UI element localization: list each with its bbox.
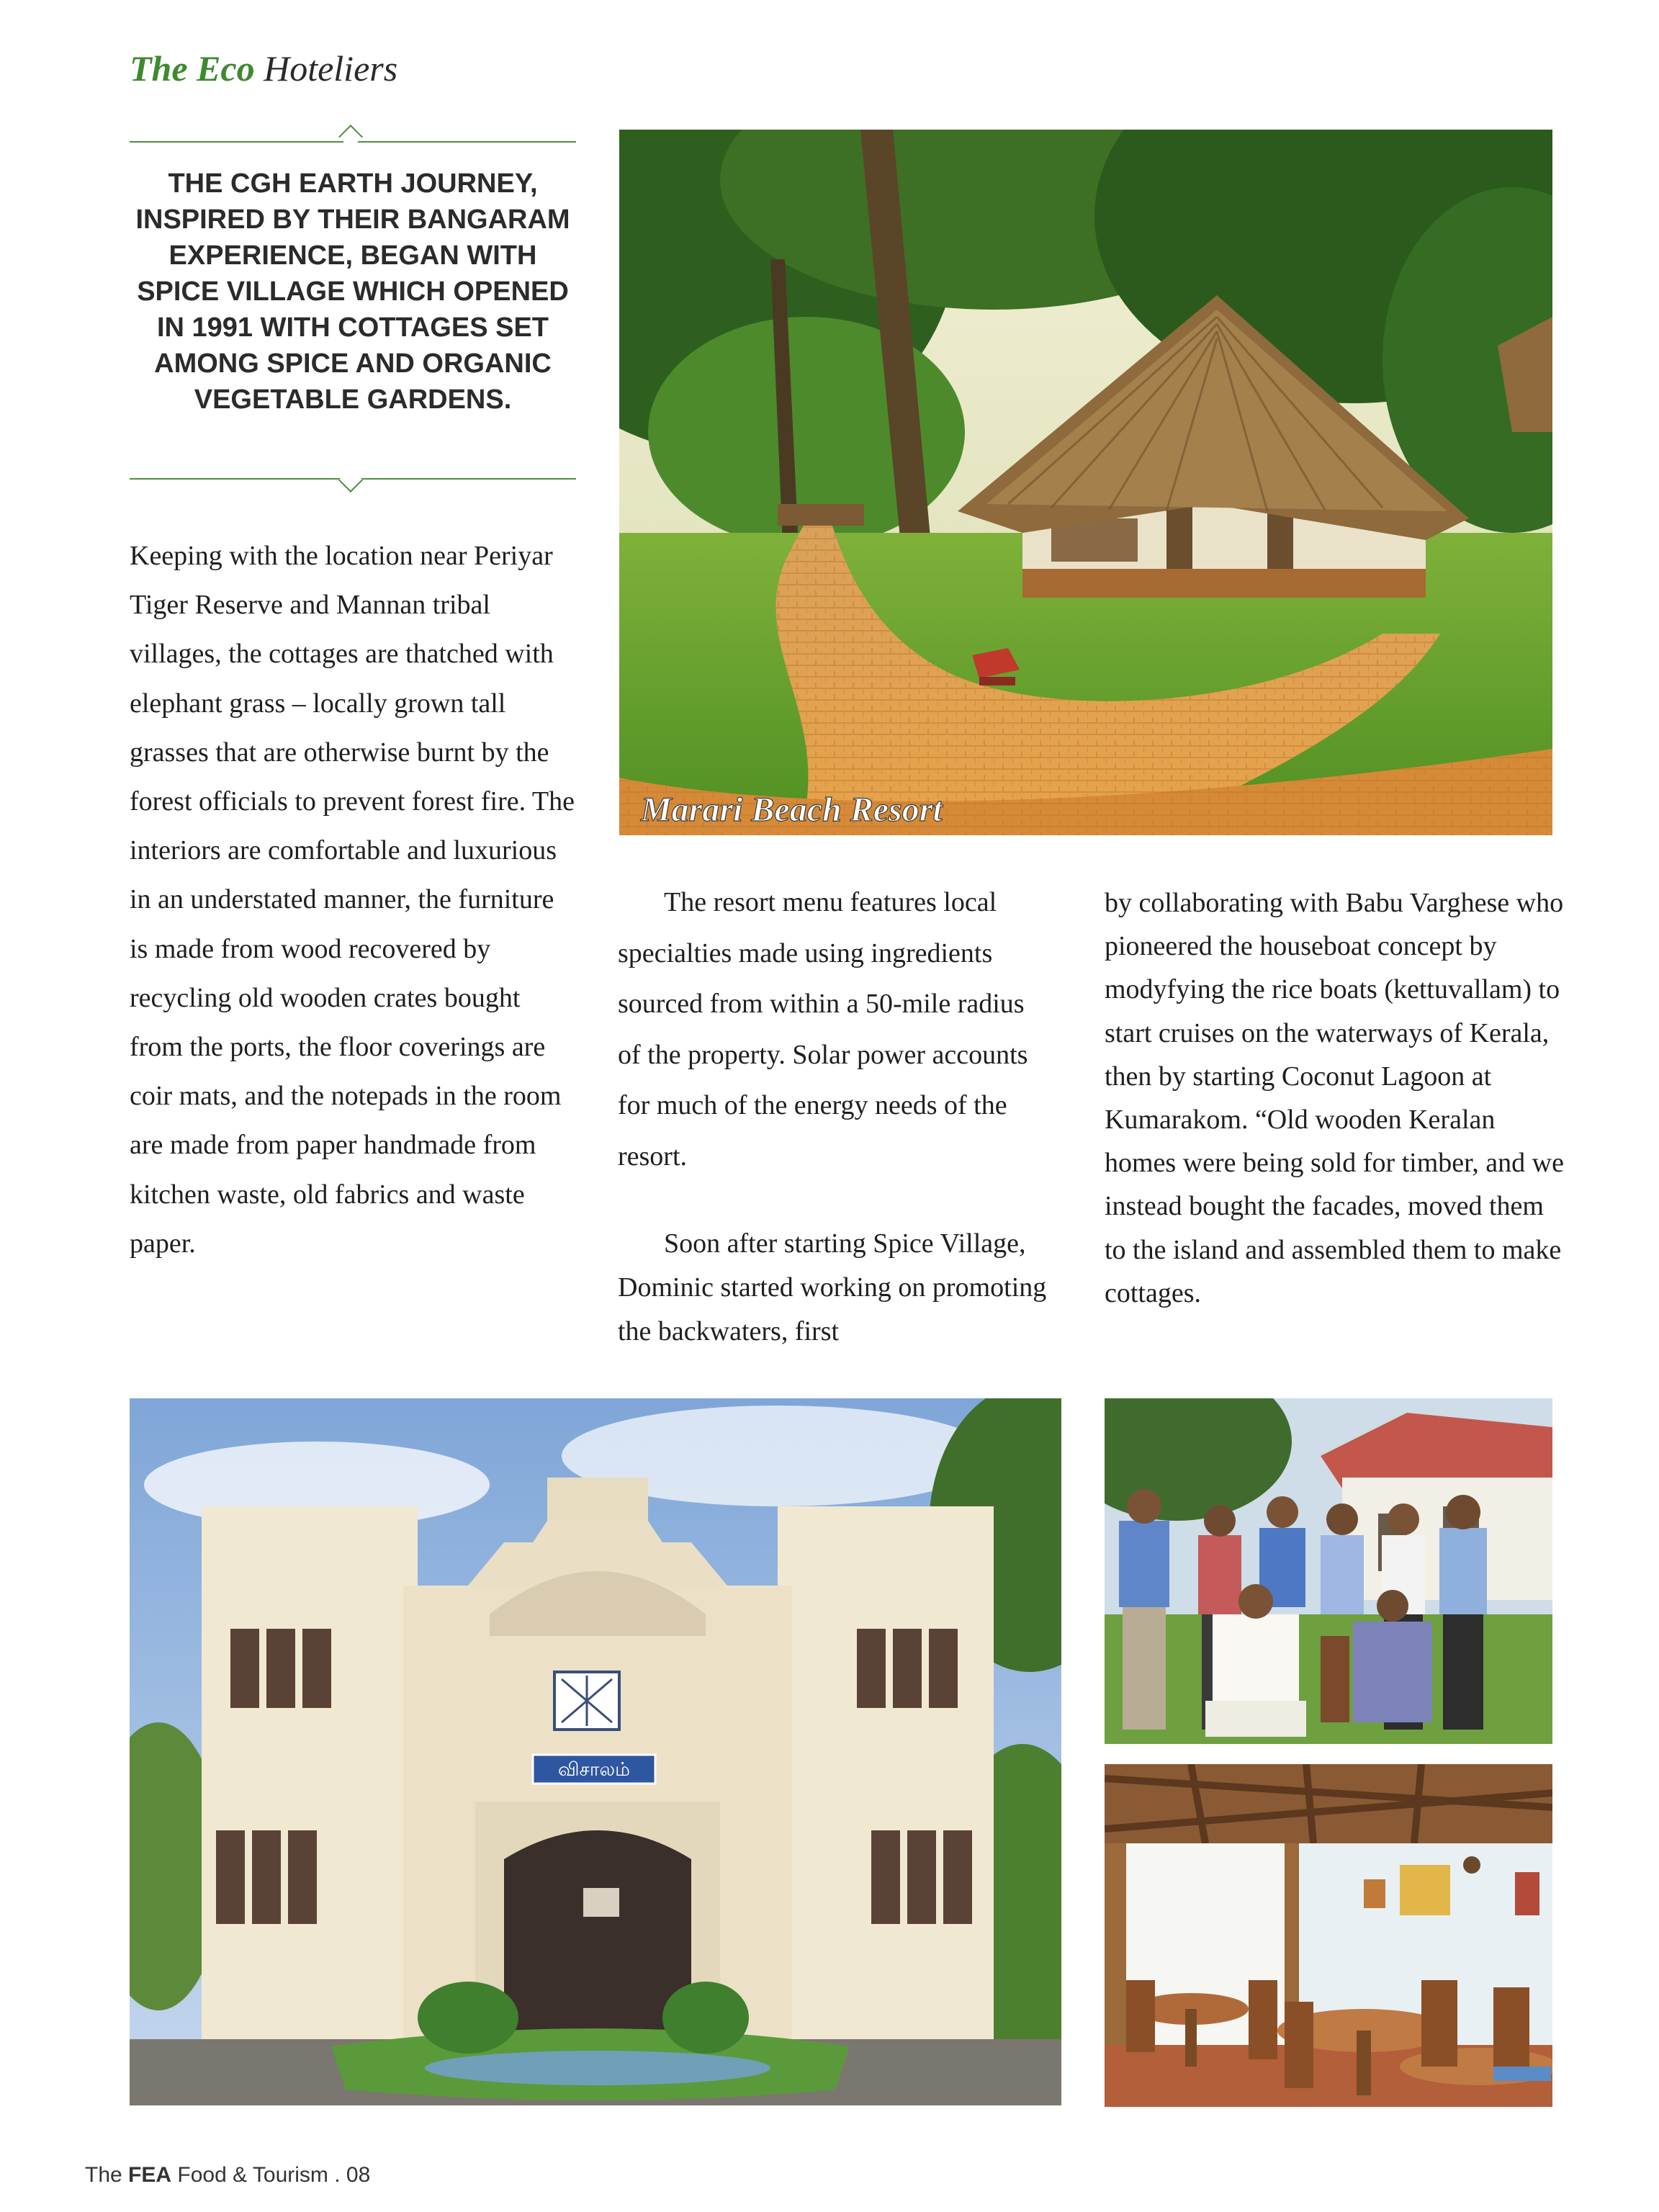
- body-paragraph: Keeping with the location near Periyar Tiger Reserve and Mannan tribal villages, the cottages are thatched with elephant grass – locally grown tall grasses that are otherwise burnt by the forest officials to prevent forest fire. The interiors are comfortable and luxurious in an understated manner, the furniture is made from wood recovered by recycling old wooden crates bought from the ports, the floor coverings are coir mats, and the notepads in the room are made from paper handmade from kitchen waste, old fabrics and waste paper.: [130, 541, 575, 1259]
- dining-room-illustration: [1105, 1764, 1552, 2107]
- pull-quote-bottom-notch: [338, 468, 363, 493]
- col2-paragraph-1: The resort menu features local specialties made using ingredients sourced from within a 50-mile radius of the property. Solar power accounts for much of the energy needs of the resort.: [618, 887, 1028, 1172]
- body-column-2: [618, 877, 1050, 1354]
- body-column-3: [1105, 881, 1565, 1315]
- pull-quote: THE CGH EARTH JOURNEY, INSPIRED BY THEIR BANGARAM EXPERIENCE, BEGAN WITH SPICE VILLAGE WHICH OPENED IN 1991 WITH COTTAGES SET AMONG SPICE AND ORGANIC VEGETABLE GARDENS.: [135, 168, 570, 415]
- body-paragraph: [618, 1222, 1050, 1354]
- section-title: [130, 48, 397, 89]
- body-column-1: [130, 531, 576, 1268]
- footer-pre: The: [85, 2163, 122, 2187]
- section-title-rest: Hoteliers: [264, 48, 398, 89]
- marari-illustration: [619, 130, 1552, 835]
- body-paragraph: [618, 877, 1050, 1182]
- col2-paragraph-2: Soon after starting Spice Village, Dominic started working on promoting the backwaters, first: [618, 1228, 1047, 1346]
- family-group-photo: [1105, 1398, 1552, 1744]
- section-title-bold: The Eco: [130, 48, 255, 89]
- footer-brand: FEA: [128, 2163, 172, 2187]
- building-sign-text: விசாலம்: [557, 1759, 631, 1781]
- body-paragraph: by collaborating with Babu Varghese who pioneered the houseboat concept by modyfying the rice boats (kettuvallam) to start cruises on the waterways of Kerala, then by starting Coconut Lagoon at Kumarakom. “Old wooden Keralan homes were being sold for timber, and we instead bought the facades, moved them to the island and assembled them to make cottages.: [1105, 888, 1564, 1308]
- dining-room-photo: [1105, 1764, 1552, 2107]
- family-group-illustration: [1105, 1398, 1552, 1744]
- footer-text: Food & Tourism . 08: [177, 2163, 371, 2187]
- marari-beach-resort-photo: [619, 130, 1552, 835]
- marari-caption: Marari Beach Resort: [641, 791, 943, 829]
- page-footer: [85, 2163, 370, 2188]
- heritage-building-photo: [130, 1398, 1061, 2105]
- heritage-building-illustration: [130, 1398, 1061, 2105]
- pull-quote-top-notch: [338, 125, 363, 149]
